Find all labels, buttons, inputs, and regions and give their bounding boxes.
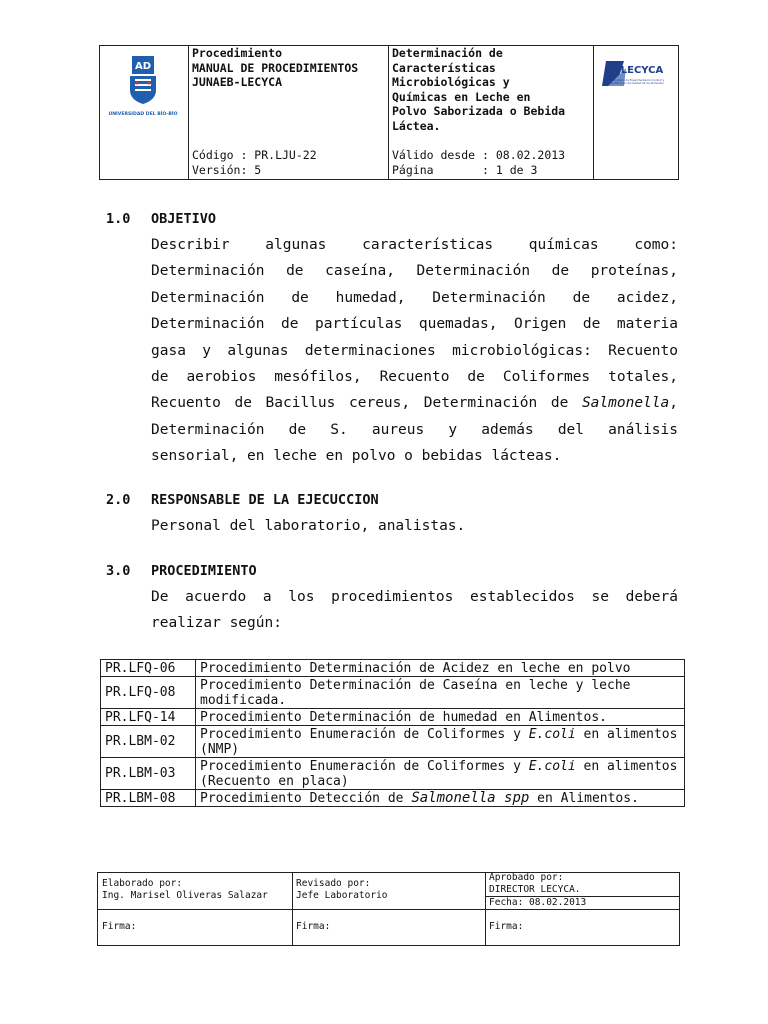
header-logo-left-cell bbox=[100, 46, 189, 179]
table-row bbox=[101, 660, 685, 677]
page-number: Página : 1 de 3 bbox=[392, 163, 538, 177]
aprobado-name: DIRECTOR LECYCA. bbox=[489, 884, 581, 895]
logo-badge-text: AD bbox=[134, 61, 152, 72]
procedure-description: Procedimiento Enumeración de Coliformes y E.coli en alimentos (NMP) bbox=[196, 726, 685, 758]
section-2-title: RESPONSABLE DE LA EJECUCCION bbox=[151, 492, 379, 508]
section-3-number: 3.0 bbox=[106, 563, 131, 579]
section-3-title: PROCEDIMIENTO bbox=[151, 563, 257, 579]
header-procedure-cell bbox=[189, 46, 389, 179]
table-row bbox=[101, 709, 685, 726]
lecyca-logo bbox=[594, 46, 678, 180]
salmonella-italic: Salmonella bbox=[581, 395, 670, 412]
revisado-name: Jefe Laboratorio bbox=[296, 890, 388, 901]
aprobado-label: Aprobado por: bbox=[489, 872, 564, 883]
signature-field-3: Firma: bbox=[489, 921, 524, 932]
section-1-number: 1.0 bbox=[106, 211, 131, 227]
lecyca-logo-subtitle: Laboratorio de Experimentación Control y Certificación de Calidad de los Alimentos bbox=[609, 79, 665, 86]
procedure-code: PR.LFQ-06 bbox=[101, 660, 196, 677]
procedures-table bbox=[100, 659, 685, 807]
section-2-number: 2.0 bbox=[106, 492, 131, 508]
procedure-description: Procedimiento Determinación de Caseína en leche y leche modificada. bbox=[196, 677, 685, 709]
table-row bbox=[101, 677, 685, 709]
elaborado-name: Ing. Marisel Oliveras Salazar bbox=[102, 890, 268, 901]
table-row bbox=[101, 758, 685, 790]
procedure-code: PR.LFQ-08 bbox=[101, 677, 196, 709]
header-logo-right-cell bbox=[594, 46, 678, 179]
procedure-code: PR.LBM-02 bbox=[101, 726, 196, 758]
university-logo bbox=[100, 46, 188, 180]
elaborado-label: Elaborado por: bbox=[102, 878, 183, 889]
table-row bbox=[101, 726, 685, 758]
procedure-code: PR.LBM-03 bbox=[101, 758, 196, 790]
valid-from: Válido desde : 08.02.2013 bbox=[392, 148, 566, 162]
section-3-body: De acuerdo a los procedimientos establecidos se deberá realizar según: bbox=[151, 589, 678, 632]
logo-university-name: UNIVERSIDAD DEL BÍO-BÍO bbox=[108, 112, 178, 117]
approval-table bbox=[97, 872, 680, 946]
procedure-title: Procedimiento MANUAL DE PROCEDIMIENTOS JUNAEB-LECYCA bbox=[192, 46, 359, 90]
document-title: Determinación de Características Microbiológicas y Químicas en Leche en Polvo Saborizada o Bebida Láctea. bbox=[392, 46, 566, 133]
document-version: Versión: 5 bbox=[192, 163, 262, 177]
procedure-description: Procedimiento Enumeración de Coliformes y E.coli en alimentos (Recuento en placa) bbox=[196, 758, 685, 790]
header-title-cell bbox=[389, 46, 594, 179]
procedure-code: PR.LFQ-14 bbox=[101, 709, 196, 726]
section-1-body: Describir algunas características químicas como: Determinación de caseína, Determinación de proteínas, Determinación de humedad, Determinación de acidez, Determinación de partículas quemadas, Origen de materia gasa y algunas determinaciones microbiológicas: Recuento de aerobios mesófilos, Recuento de Coliformes totales, Recuento de Bacillus cereus, Determinación de Salmonella, Determinación de S. aureus y además del análisis sensorial, en leche en polvo o bebidas lácteas. bbox=[151, 237, 678, 465]
procedure-description: Procedimiento Determinación de humedad en Alimentos. bbox=[196, 709, 685, 726]
lecyca-logo-text: LECYCA bbox=[620, 65, 664, 76]
section-1-title: OBJETIVO bbox=[151, 211, 217, 227]
procedure-description: Procedimiento Determinación de Acidez en leche en polvo bbox=[196, 660, 685, 677]
document-header bbox=[99, 45, 679, 180]
signature-field-2: Firma: bbox=[296, 921, 331, 932]
approval-date: Fecha: 08.02.2013 bbox=[489, 897, 587, 908]
procedure-code: PR.LBM-08 bbox=[101, 790, 196, 807]
table-row bbox=[101, 790, 685, 807]
document-code: Código : PR.LJU-22 bbox=[192, 148, 317, 162]
signature-field-1: Firma: bbox=[102, 921, 137, 932]
section-2-body: Personal del laboratorio, analistas. bbox=[151, 518, 466, 534]
revisado-label: Revisado por: bbox=[296, 878, 371, 889]
procedure-description: Procedimiento Detección de Salmonella spp en Alimentos. bbox=[196, 790, 685, 807]
